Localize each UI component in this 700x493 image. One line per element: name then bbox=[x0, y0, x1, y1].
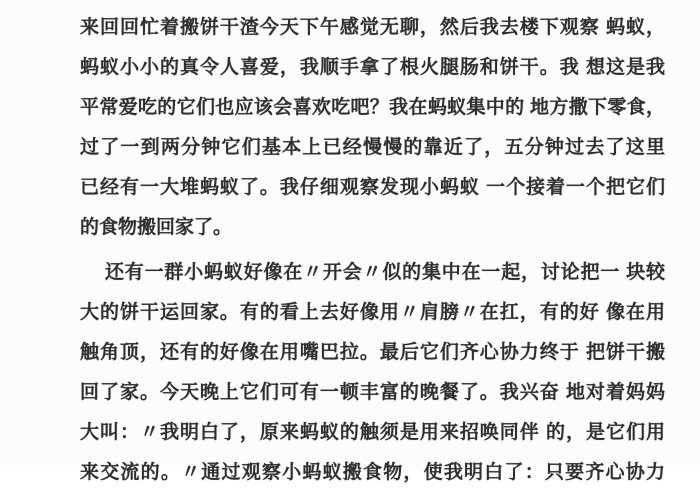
essay-line-8: 大的饼干运回家。有的看上去好像用〃肩膀〃在扛，有的好 像在用 bbox=[80, 302, 665, 323]
essay-line-5: 已经有一大堆蚂蚁了。我仔细观察发现小蚂蚁 一个接着一个把它们 bbox=[80, 177, 665, 198]
essay-line-7: 还有一群小蚂蚁好像在〃开会〃似的集中在一起，讨论把一 块较 bbox=[105, 262, 665, 283]
essay-line-9: 触角顶，还有的好像在用嘴巴拉。最后它们齐心协力终于 把饼干搬 bbox=[80, 342, 665, 363]
paragraph-2 bbox=[80, 253, 665, 493]
essay-line-3: 平常爱吃的它们也应该会喜欢吃吧？我在蚂蚁集中的 地方撒下零食， bbox=[80, 97, 665, 118]
essay-text-block bbox=[80, 8, 665, 493]
essay-line-2: 蚂蚁小小的真令人喜爱，我顺手拿了根火腿肠和饼干。我 想这是我 bbox=[80, 57, 665, 78]
paragraph-1 bbox=[80, 8, 665, 248]
essay-line-6: 的食物搬回家了。 bbox=[80, 217, 233, 238]
essay-line-12-clipped: 来交流的。〃通过观察小蚂蚁搬食物，使我明白了：只要齐心协力 bbox=[80, 462, 665, 483]
essay-line-11: 大叫：〃我明白了，原来蚂蚁的触须是用来招唤同伴 的，是它们用 bbox=[80, 422, 665, 443]
essay-line-1: 来回回忙着搬饼干渣今天下午感觉无聊，然后我去楼下观察 蚂蚁， bbox=[80, 17, 665, 38]
essay-line-10: 回了家。今天晚上它们可有一顿丰富的晚餐了。我兴奋 地对着妈妈 bbox=[80, 382, 665, 403]
essay-line-4: 过了一到两分钟它们基本上已经慢慢的靠近了，五分钟过去了这里 bbox=[80, 137, 665, 158]
